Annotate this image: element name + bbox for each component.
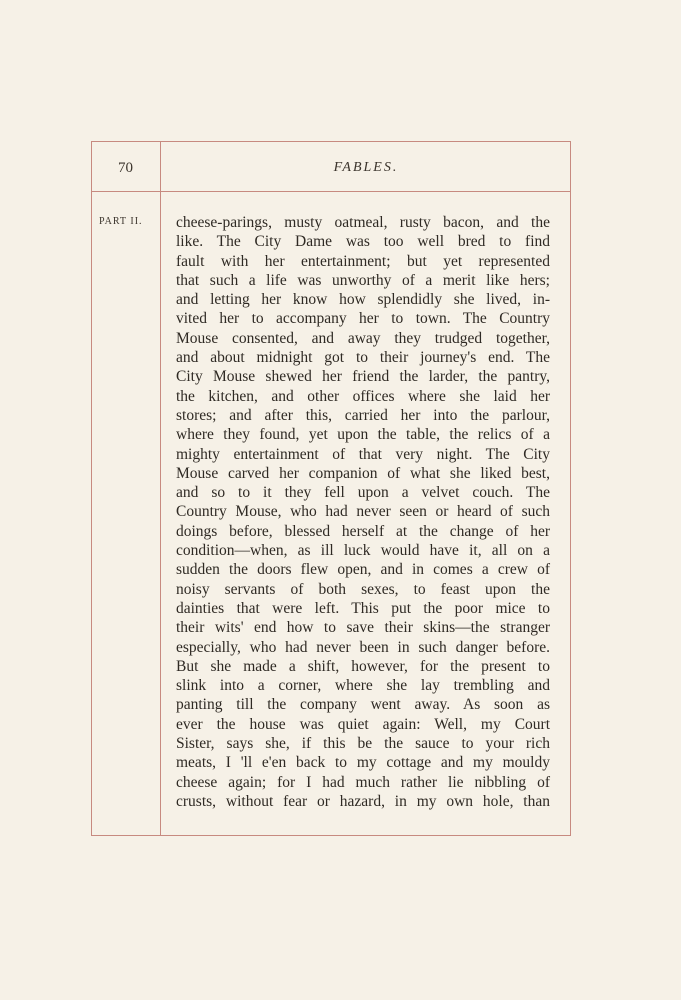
text-line: that such a life was unworthy of a merit like hers; — [176, 271, 550, 289]
text-line: condition—when, as ill luck would have it, all on a — [176, 542, 550, 560]
text-line: their wits' end how to save their skins—the stranger — [176, 619, 550, 637]
margin-note-part: PART II. — [99, 216, 143, 227]
text-line: But she made a shift, however, for the present to — [176, 657, 550, 675]
text-line: vited her to accompany her to town. The Country — [176, 310, 550, 328]
text-line: dainties that were left. This put the poor mice to — [176, 599, 550, 617]
text-line: especially, who had never been in such danger before. — [176, 638, 550, 656]
text-line: noisy servants of both sexes, to feast upon the — [176, 580, 550, 598]
text-line: sudden the doors flew open, and in comes a crew of — [176, 561, 550, 579]
text-line: doings before, blessed herself at the change of her — [176, 522, 550, 540]
text-line: stores; and after this, carried her into the parlour, — [176, 406, 550, 424]
header-rule — [91, 191, 571, 192]
text-line: the kitchen, and other offices where she laid her — [176, 387, 550, 405]
text-line: panting till the company went away. As soon as — [176, 696, 550, 714]
text-line: Country Mouse, who had never seen or heard of such — [176, 503, 550, 521]
text-line: mighty entertainment of that very night. The City — [176, 445, 550, 463]
page-number: 70 — [118, 160, 133, 176]
text-line: Sister, says she, if this be the sauce to your rich — [176, 735, 550, 753]
text-line: and so to it they fell upon a velvet couch. The — [176, 484, 550, 502]
text-line: and letting her know how splendidly she lived, in- — [176, 291, 550, 309]
text-line: and about midnight got to their journey's end. The — [176, 349, 550, 367]
margin-rule — [160, 141, 161, 836]
text-line: ever the house was quiet again: Well, my Court — [176, 715, 550, 733]
text-line: crusts, without fear or hazard, in my own hole, than — [176, 792, 550, 810]
text-line: cheese-parings, musty oatmeal, rusty bacon, and the — [176, 214, 550, 231]
body-text — [176, 213, 550, 811]
text-line: cheese again; for I had much rather lie nibbling of — [176, 773, 550, 791]
text-line: like. The City Dame was too well bred to find — [176, 233, 550, 251]
running-head: FABLES. — [333, 160, 399, 175]
text-line: meats, I 'll e'en back to my cottage and my mouldy — [176, 754, 550, 772]
text-line: City Mouse shewed her friend the larder, the pantry, — [176, 368, 550, 386]
text-line: where they found, yet upon the table, the relics of a — [176, 426, 550, 444]
text-line: slink into a corner, where she lay trembling and — [176, 677, 550, 695]
text-line: Mouse carved her companion of what she liked best, — [176, 464, 550, 482]
text-line: Mouse consented, and away they trudged together, — [176, 329, 550, 347]
text-line: fault with her entertainment; but yet represented — [176, 252, 550, 270]
